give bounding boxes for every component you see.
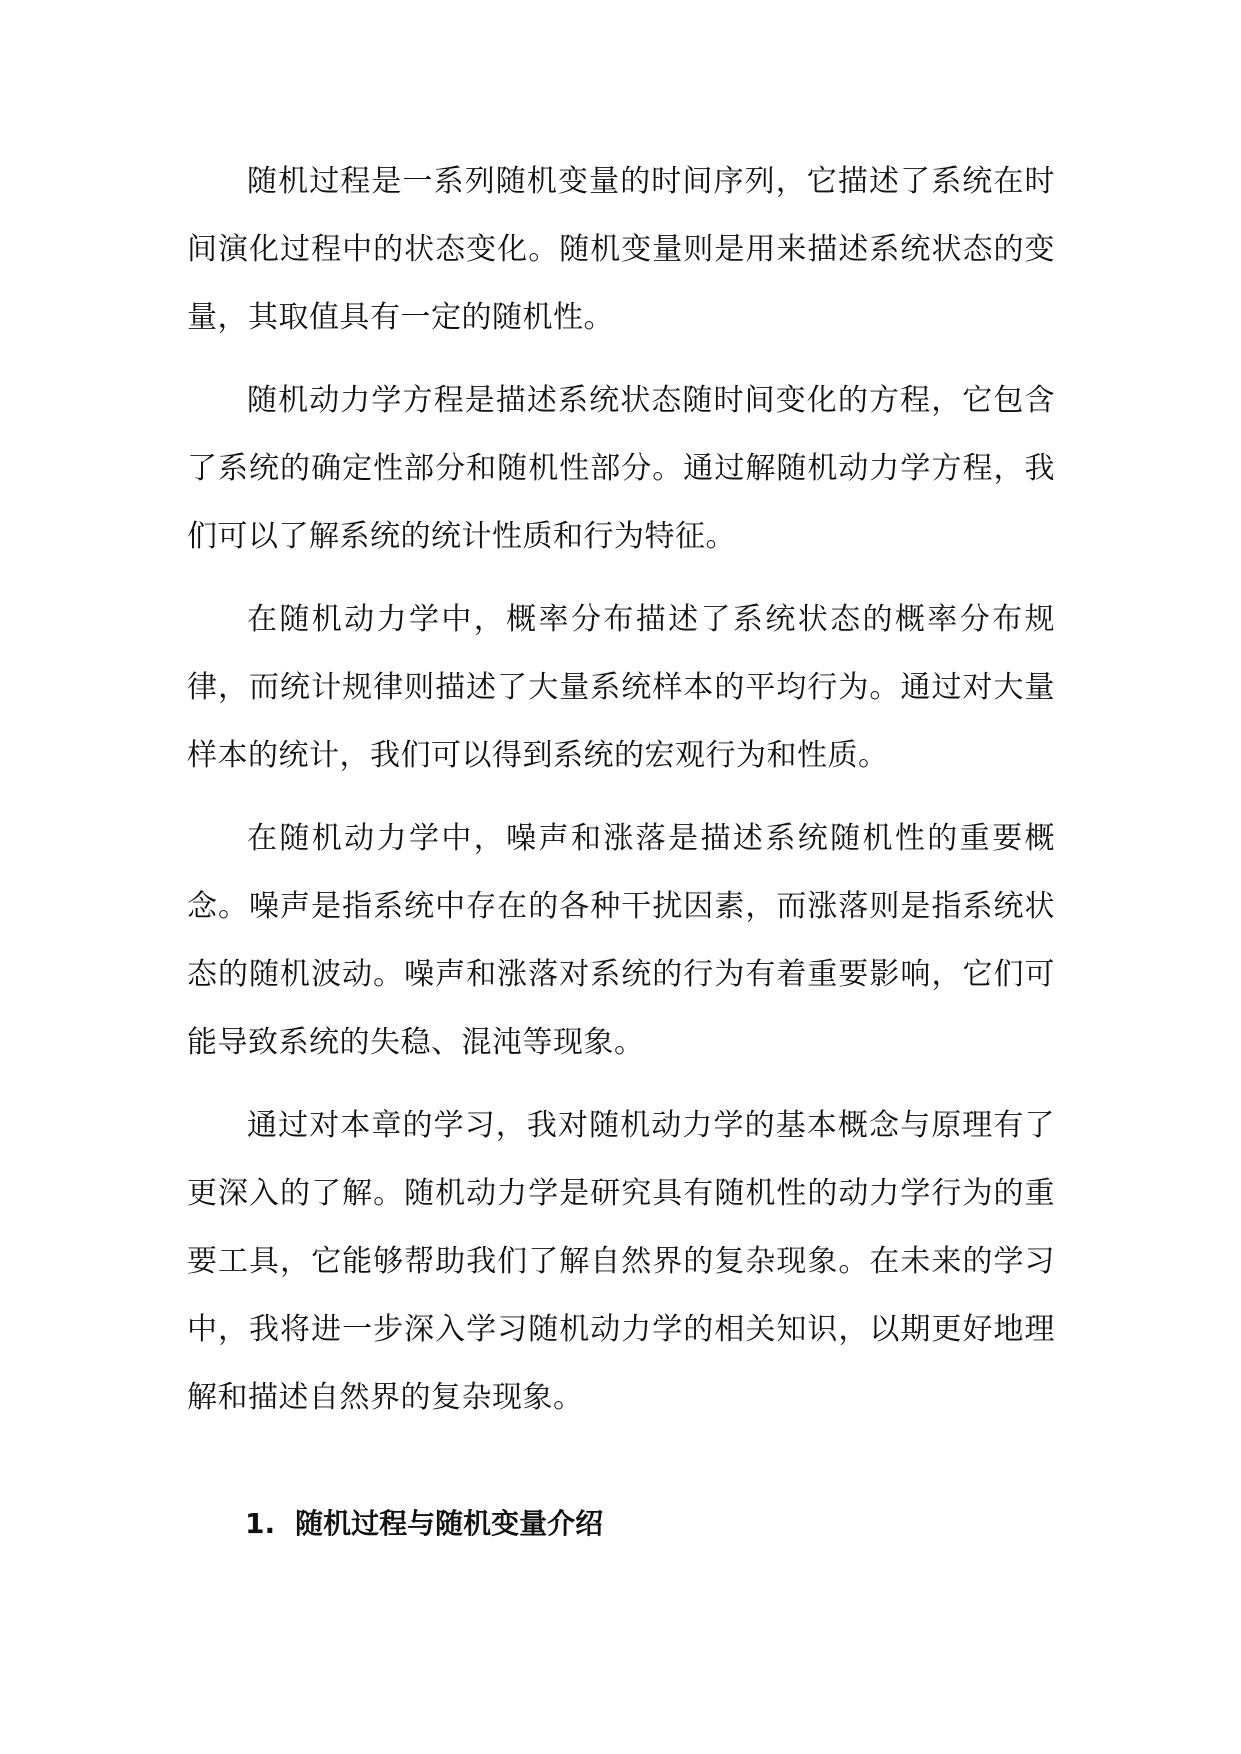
section-heading (245, 1504, 603, 1544)
section-title: 随机过程与随机变量介绍 (295, 1507, 604, 1540)
paragraph-chapter-summary: 通过对本章的学习，我对随机动力学的基本概念与原理有了更深入的了解。随机动力学是研究具有随机性的动力学行为的重要工具，它能够帮助我们了解自然界的复杂现象。在未来的学习中，我将进一步深入学习随机动力学的相关知识，以期更好地理解和描述自然界的复杂现象。 (187, 1108, 1055, 1415)
paragraph-stochastic-process: 随机过程是一系列随机变量的时间序列，它描述了系统在时间演化过程中的状态变化。随机变量则是用来描述系统状态的变量，其取值具有一定的随机性。 (187, 164, 1055, 335)
paragraph-stochastic-equation: 随机动力学方程是描述系统状态随时间变化的方程，它包含了系统的确定性部分和随机性部分。通过解随机动力学方程，我们可以了解系统的统计性质和行为特征。 (187, 383, 1055, 554)
paragraph-probability-distribution: 在随机动力学中，概率分布描述了系统状态的概率分布规律，而统计规律则描述了大量系统样本的平均行为。通过对大量样本的统计，我们可以得到系统的宏观行为和性质。 (187, 602, 1055, 773)
body-text (187, 148, 1055, 1447)
paragraph-noise-fluctuation: 在随机动力学中，噪声和涨落是描述系统随机性的重要概念。噪声是指系统中存在的各种干扰因素，而涨落则是指系统状态的随机波动。噪声和涨落对系统的行为有着重要影响，它们可能导致系统的失稳、混沌等现象。 (187, 821, 1055, 1060)
section-number: 1. (245, 1507, 276, 1540)
